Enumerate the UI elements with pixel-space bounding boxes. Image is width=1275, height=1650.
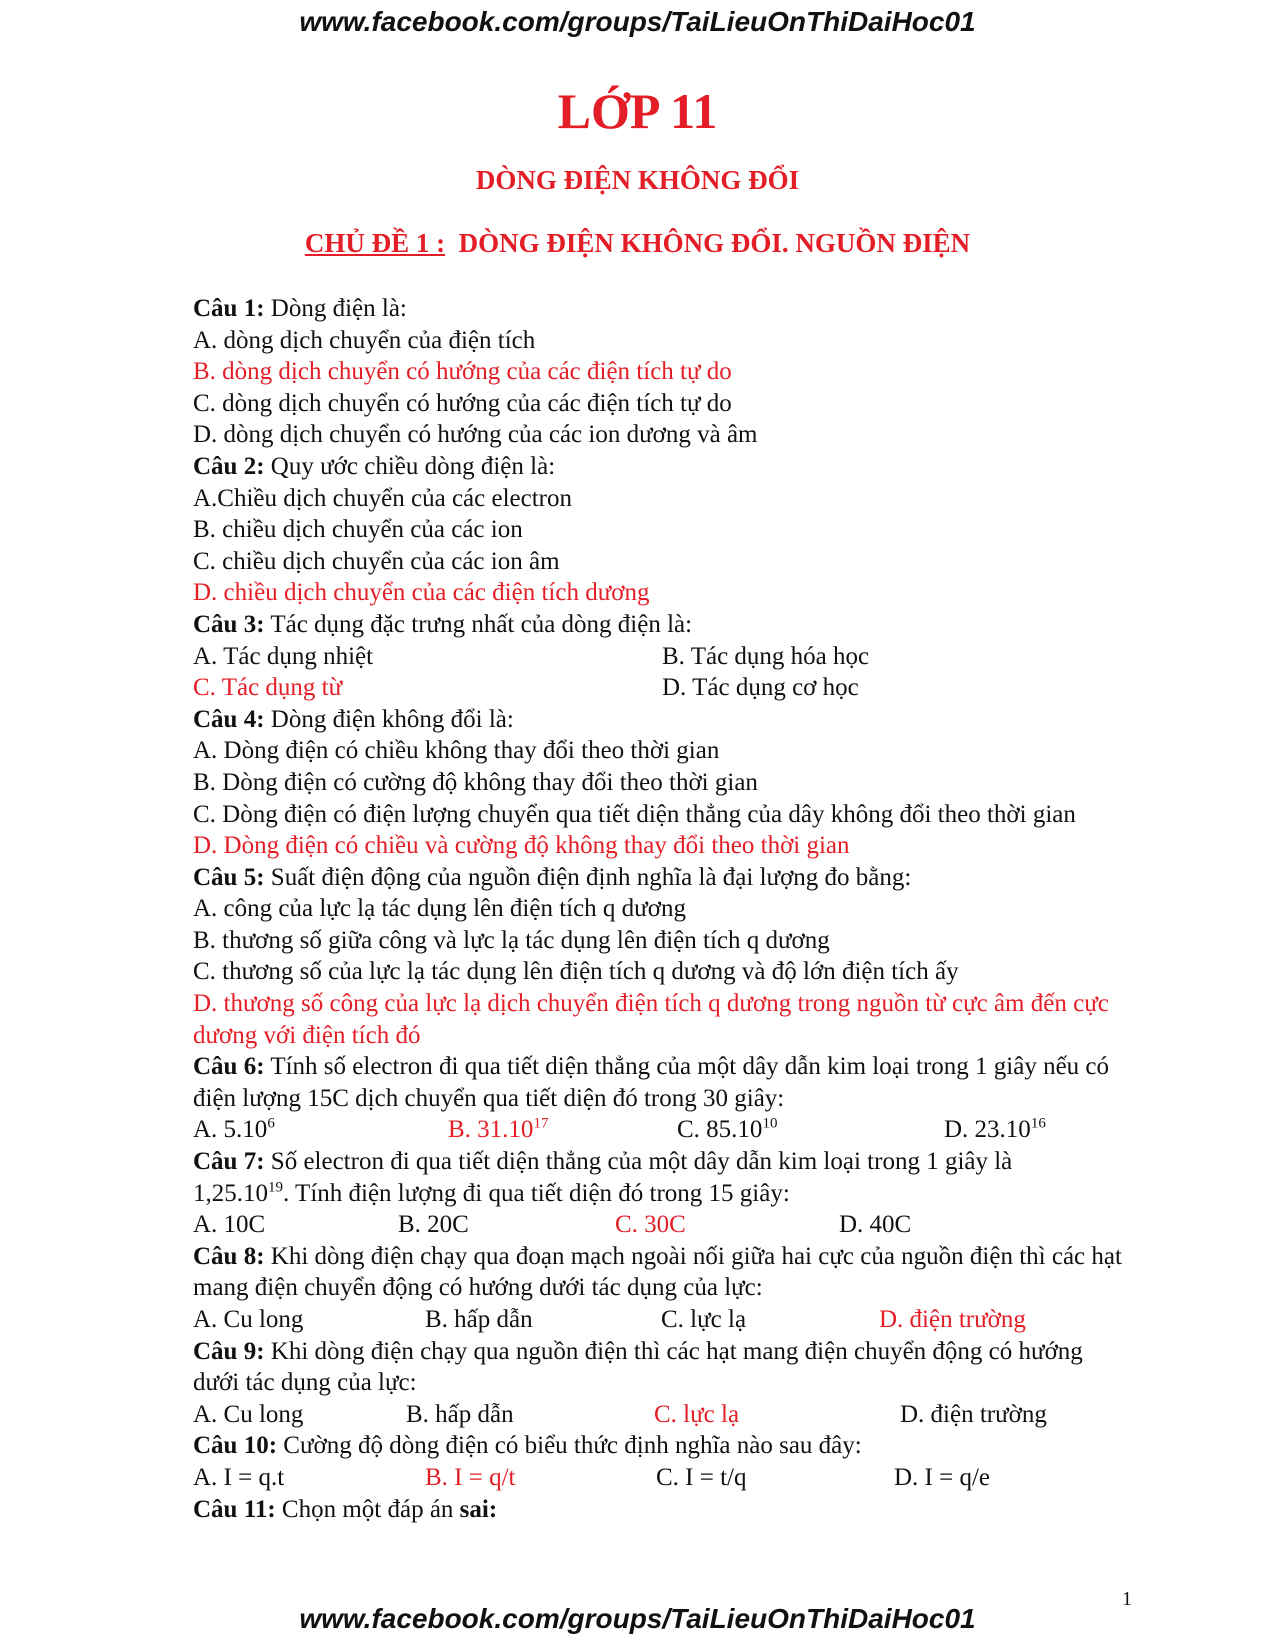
question-1 (193, 293, 1123, 325)
page-number: 1 (1122, 1588, 1132, 1610)
question-text: Cường độ dòng điện có biểu thức định nghĩa nào sau đây: (277, 1432, 862, 1460)
question-text: Khi dòng điện chạy qua đoạn mạch ngoài nối giữa hai cực của nguồn điện thì các hạt mang điện chuyển động có hướng dưới tác dụng của lực: (193, 1242, 1122, 1302)
option-a: A.Chiều dịch chuyển của các electron (193, 484, 572, 512)
question-9 (193, 1336, 1123, 1399)
option-b: B. Dòng điện có cường độ không thay đổi theo thời gian (193, 768, 758, 796)
option-d: D. 40C (839, 1211, 912, 1239)
options-row (193, 1462, 1123, 1494)
question-label: Câu 7: (193, 1148, 265, 1176)
question-label: Câu 1: (193, 295, 265, 322)
option-a: A. Dòng điện có chiều không thay đổi theo thời gian (193, 737, 720, 765)
header-link[interactable]: www.facebook.com/groups/TaiLieuOnThiDaiHoc01 (299, 6, 976, 37)
question-text: Quy ước chiều dòng điện là: (264, 452, 556, 480)
options-row (193, 641, 1123, 673)
option-d-correct: D. Dòng điện có chiều và cường độ không thay đổi theo thời gian (193, 832, 850, 860)
option-a: A. Tác dụng nhiệt (193, 642, 374, 670)
option-a: A. I = q.t (193, 1463, 285, 1491)
option-c: C. Dòng điện có điện lượng chuyển qua tiết diện thẳng của dây không đổi theo thời gian (193, 800, 1076, 828)
question-text: Suất điện động của nguồn điện định nghĩa là đại lượng đo bằng: (264, 863, 912, 891)
question-label: Câu 10: (193, 1432, 278, 1460)
question-label: Câu 11: (193, 1495, 276, 1523)
option-d: D. dòng dịch chuyển có hướng của các ion dương và âm (193, 421, 758, 449)
electron-count-base: 1,25.10 (193, 1179, 268, 1207)
option-d: D. điện trường (900, 1400, 1047, 1428)
option-d: D. I = q/e (894, 1463, 991, 1491)
option-b-correct: B. I = q/t (425, 1463, 516, 1491)
option-c: C. chiều dịch chuyển của các ion âm (193, 547, 560, 575)
option-c (677, 1114, 777, 1146)
footer-link[interactable]: www.facebook.com/groups/TaiLieuOnThiDaiHoc01 (299, 1603, 976, 1634)
options-row (193, 1304, 1123, 1336)
question-text-rest: . Tính điện lượng đi qua tiết diện đó trong 15 giây: (283, 1179, 790, 1207)
option-d-correct: D. điện trường (879, 1306, 1026, 1333)
electron-count-exponent: 19 (268, 1179, 283, 1196)
option-b: B. hấp dẫn (425, 1306, 533, 1333)
option-b-base: B. 31.10 (448, 1116, 534, 1144)
option-c: C. dòng dịch chuyển có hướng của các điện tích tự do (193, 389, 732, 417)
option-b: B. hấp dẫn (406, 1400, 514, 1428)
topic-label: CHỦ ĐỀ 1 : (304, 228, 446, 258)
option-d: D. Tác dụng cơ học (662, 674, 859, 702)
question-10 (193, 1430, 1123, 1462)
question-label: Câu 4: (193, 705, 265, 733)
options-row (193, 672, 1123, 704)
question-7-continued (193, 1178, 1123, 1210)
question-11 (193, 1494, 1123, 1526)
option-c-correct: C. Tác dụng từ (193, 674, 343, 702)
question-list (193, 293, 1123, 1525)
option-b: B. Tác dụng hóa học (662, 642, 870, 670)
option-c: C. lực lạ (661, 1306, 747, 1333)
option-c-exponent: 10 (762, 1116, 778, 1133)
question-text: Dòng điện không đổi là: (264, 705, 514, 733)
option-c-base: C. 85.10 (677, 1116, 763, 1144)
option-b-correct (448, 1114, 548, 1146)
option-a: A. 10C (193, 1211, 266, 1239)
option-a-exponent: 6 (267, 1116, 275, 1133)
option-a (193, 1114, 275, 1146)
option-a: A. công của lực lạ tác dụng lên điện tích q dương (193, 895, 686, 923)
option-d (944, 1114, 1046, 1146)
option-c: C. thương số của lực lạ tác dụng lên điện tích q dương và độ lớn điện tích ấy (193, 958, 959, 986)
question-3 (193, 609, 1123, 641)
option-d-base: D. 23.10 (944, 1116, 1031, 1144)
options-row (193, 1114, 1123, 1146)
question-2 (193, 451, 1123, 483)
option-c: C. I = t/q (656, 1463, 747, 1491)
question-label: Câu 8: (193, 1242, 265, 1270)
question-label: Câu 6: (193, 1053, 265, 1081)
question-label: Câu 5: (193, 863, 265, 891)
question-text: Tính số electron đi qua tiết diện thẳng của một dây dẫn kim loại trong 1 giây nếu có điện lượng 15C dịch chuyển qua tiết diện đó trong 30 giây: (193, 1053, 1110, 1112)
option-a: A. Cu long (193, 1400, 304, 1428)
question-emphasis: sai: (459, 1495, 498, 1523)
option-d-correct: D. thương số công của lực lạ dịch chuyển điện tích q dương trong nguồn từ cực âm đến cực dương với điện tích đó (193, 990, 1109, 1049)
option-a: A. dòng dịch chuyển của điện tích (193, 326, 536, 354)
page-title: LỚP 11 (557, 83, 718, 139)
option-b: B. thương số giữa công và lực lạ tác dụng lên điện tích q dương (193, 926, 830, 954)
option-b: B. chiều dịch chuyển của các ion (193, 516, 523, 544)
topic-text: DÒNG ĐIỆN KHÔNG ĐỔI. NGUỒN ĐIỆN (458, 228, 971, 258)
question-text: Tác dụng đặc trưng nhất của dòng điện là: (264, 610, 693, 638)
question-text: Khi dòng điện chạy qua nguồn điện thì các hạt mang điện chuyển động có hướng dưới tác dụng của lực: (193, 1337, 1083, 1397)
question-label: Câu 9: (193, 1337, 265, 1365)
question-text: Dòng điện là: (264, 295, 407, 322)
question-4 (193, 704, 1123, 736)
question-6 (193, 1051, 1123, 1114)
option-d-correct: D. chiều dịch chuyển của các điện tích dương (193, 579, 650, 607)
question-text: Chọn một đáp án (275, 1495, 460, 1523)
option-b-exponent: 17 (533, 1116, 549, 1133)
options-row (193, 1399, 1123, 1431)
option-b-correct: B. dòng dịch chuyển có hướng của các điện tích tự do (193, 358, 732, 386)
question-label: Câu 3: (193, 610, 265, 638)
option-c-correct: C. lực lạ (654, 1400, 740, 1428)
question-label: Câu 2: (193, 452, 265, 480)
option-a-base: A. 5.10 (193, 1116, 268, 1144)
question-8 (193, 1241, 1123, 1304)
chapter-subtitle: DÒNG ĐIỆN KHÔNG ĐỔI (475, 165, 800, 195)
question-5 (193, 862, 1123, 894)
option-c-correct: C. 30C (615, 1211, 686, 1239)
option-b: B. 20C (398, 1211, 469, 1239)
option-d-exponent: 16 (1030, 1116, 1046, 1133)
question-text: Số electron đi qua tiết diện thẳng của một dây dẫn kim loại trong 1 giây là (264, 1148, 1013, 1176)
option-a: A. Cu long (193, 1306, 304, 1333)
options-row (193, 1209, 1123, 1241)
topic-heading (0, 228, 1275, 259)
question-7 (193, 1146, 1123, 1178)
